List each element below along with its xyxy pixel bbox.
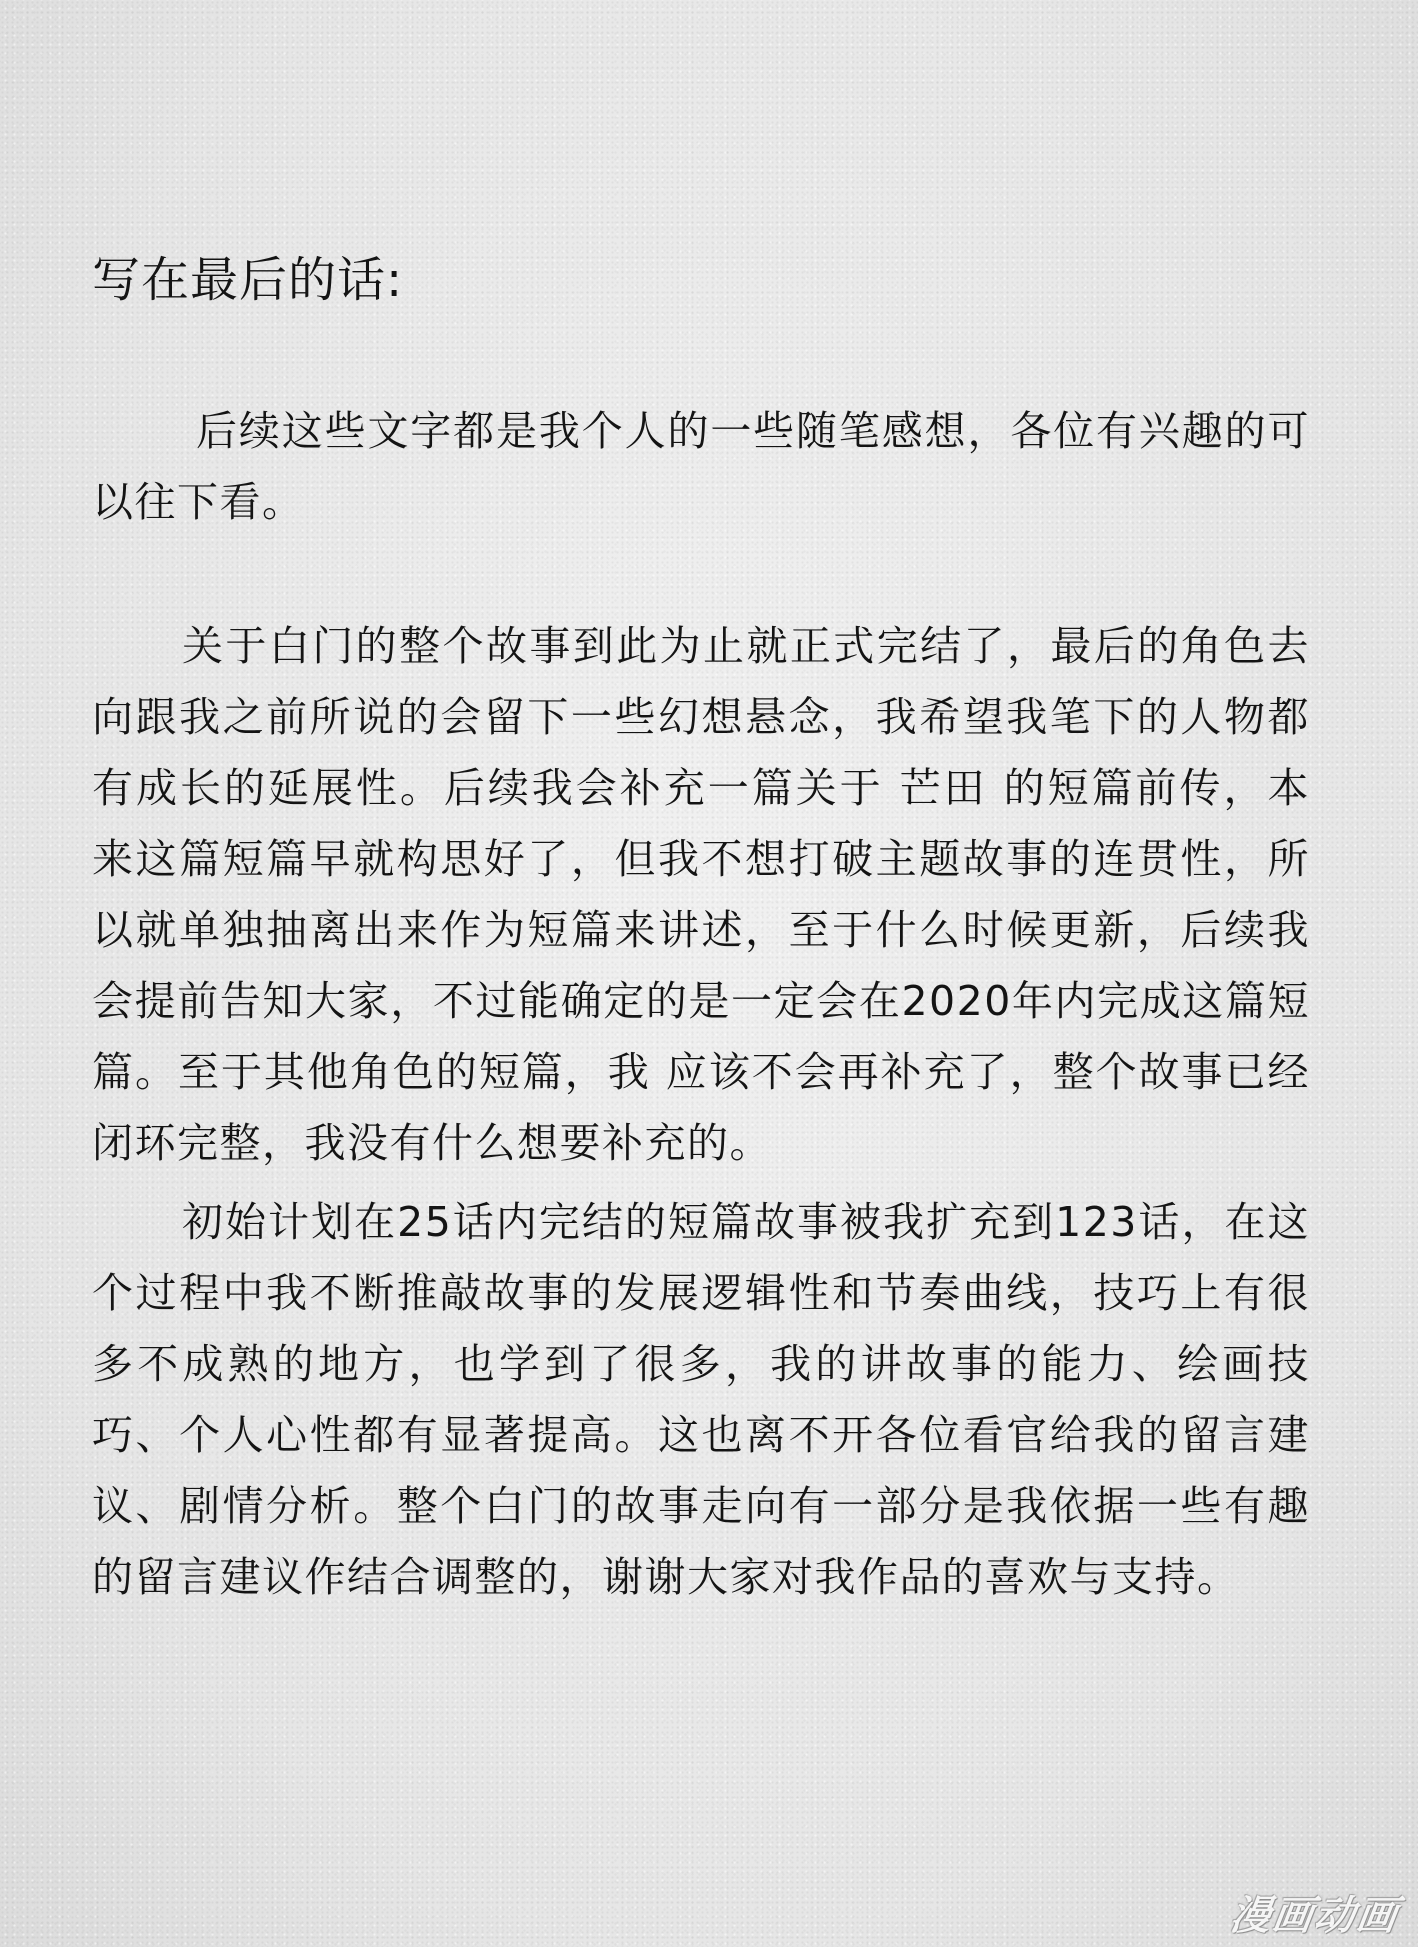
site-watermark-logo: 漫画动画 — [1227, 1892, 1402, 1939]
page-title: 写在最后的话: — [92, 252, 404, 308]
paragraph-thanks: 初始计划在25话内完结的短篇故事被我扩充到123话，在这个过程中我不断推敲故事的发展逻辑性和节奏曲线，技巧上有很多不成熟的地方，也学到了很多，我的讲故事的能力、绘画技巧、个人心性都有显著提高。这也离不开各位看官给我的留言建议、剧情分析。整个白门的故事走向有一部分是我依据一些有趣的留言建议作结合调整的，谢谢大家对我作品的喜欢与支持。 — [92, 1198, 1310, 1601]
paragraph-story-ending: 关于白门的整个故事到此为止就正式完结了，最后的角色去向跟我之前所说的会留下一些幻想悬念，我希望我笔下的人物都有成长的延展性。后续我会补充一篇关于 芒田 的短篇前传，本来这篇短篇早就构思好了，但我不想打破主题故事的连贯性，所以就单独抽离出来作为短篇来讲述，至于什么时候更新，后续我会提前告知大家，不过能确定的是一定会在2020年内完成这篇短篇。至于其他角色的短篇，我 应该不会再补充了，整个故事已经闭环完整，我没有什么想要补充的。 — [92, 622, 1310, 1167]
paragraph-intro: 后续这些文字都是我个人的一些随笔感想，各位有兴趣的可以往下看。 — [92, 407, 1310, 526]
